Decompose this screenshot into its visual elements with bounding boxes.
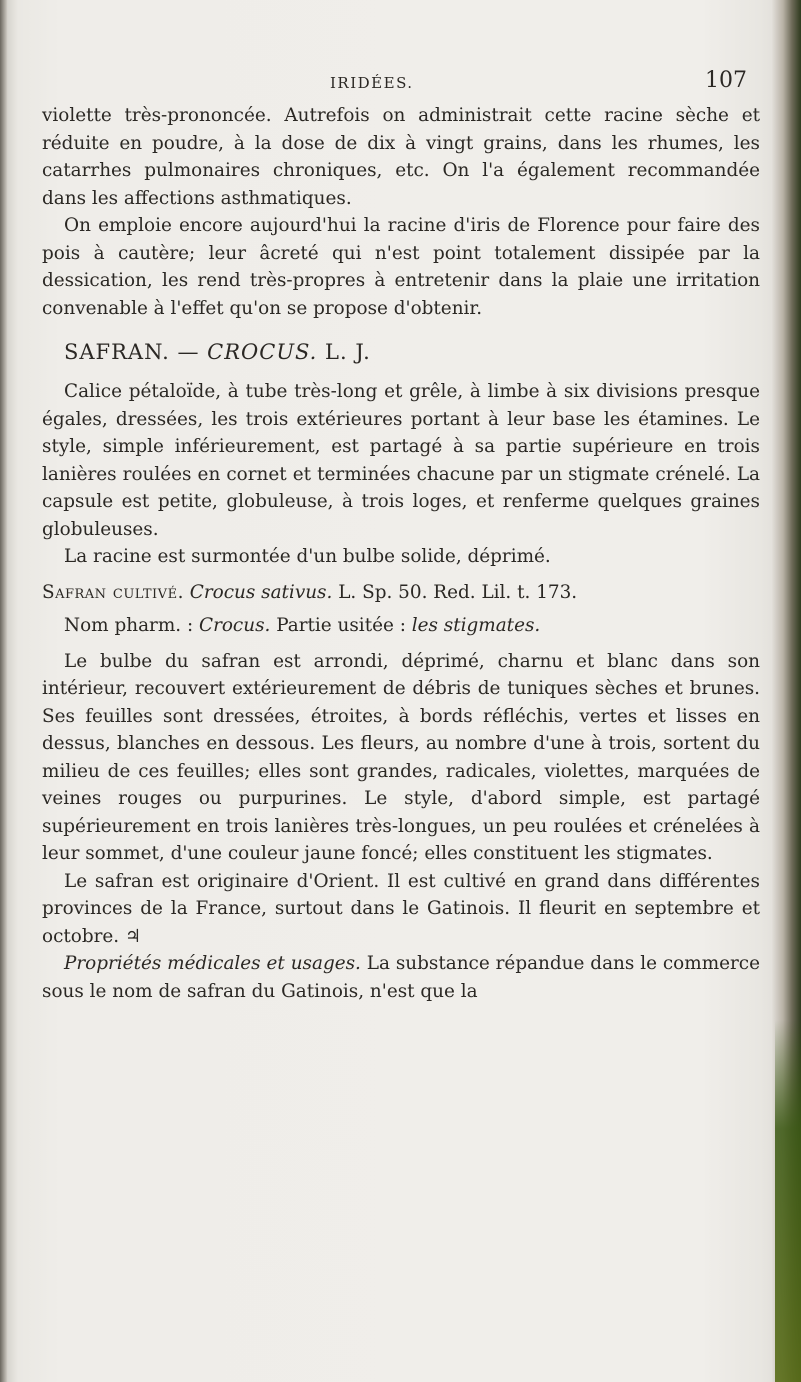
paragraph-iris-florence: On emploie encore aujourd'hui la racine d'iris de Florence pour faire des pois à cautère; leur âcreté qui n'est point totalement dissipée par la dessication, les rend très-propres à entretenir dans la plaie une irritation convenable à l'effet qu'on se propose d'obtenir. bbox=[42, 215, 760, 319]
nom-latin: Crocus. bbox=[199, 615, 271, 636]
paragraph-crocus-root: La racine est surmontée d'un bulbe solide, déprimé. bbox=[64, 546, 551, 567]
page-number: 107 bbox=[705, 68, 747, 93]
running-title: IRIDÉES. bbox=[330, 74, 414, 92]
cultivated-label: Safran cultivé. bbox=[42, 581, 184, 603]
paragraph-saffron-origin bbox=[42, 868, 760, 951]
page-left-edge bbox=[0, 0, 8, 1382]
pharmaceutical-name bbox=[42, 612, 760, 640]
page-header bbox=[42, 68, 760, 102]
medical-uses-label: Propriétés médicales et usages. bbox=[64, 953, 361, 974]
paragraph-crocus-description: Calice pétaloïde, à tube très-long et grêle, à limbe à six divisions presque égales, dressées, les trois extérieures portant à leur base les étamines. Le style, simple inférieurement, est partagé à sa partie supérieure en trois lanières roulées en cornet et terminées chacune par un stigmate crénelé. La capsule est petite, globuleuse, à trois loges, et renferme quelques graines globuleuses. bbox=[42, 381, 760, 540]
paragraph-medical-uses bbox=[42, 950, 760, 1005]
section-latin-name: CROCUS. bbox=[207, 340, 318, 364]
book-page bbox=[42, 68, 761, 1005]
text-line: On l'a également recommandée dans les affections asthmatiques. bbox=[42, 160, 761, 209]
perennial-symbol-icon: ♃ bbox=[125, 925, 142, 947]
nom-middle: Partie usitée : bbox=[270, 615, 412, 636]
nom-part: les stigmates. bbox=[411, 615, 541, 636]
book-cover-edge bbox=[775, 1020, 801, 1382]
cultivated-saffron-heading bbox=[42, 579, 760, 607]
cultivated-reference: L. Sp. 50. Red. Lil. t. 173. bbox=[338, 581, 578, 603]
section-dash: — bbox=[169, 340, 208, 364]
text-line: sèche et réduite en poudre, à la dose de dix à vingt grains, bbox=[42, 105, 760, 154]
text-line: violette très-prononcée. Autrefois on administrait cette racine bbox=[42, 105, 663, 126]
medical-uses-text: La substance répandue dans le commerce sous le nom de safran du Gatinois, n'est que la bbox=[42, 953, 760, 1002]
section-heading-safran bbox=[42, 340, 760, 364]
paragraph-saffron-bulb: Le bulbe du safran est arrondi, déprimé, charnu et blanc dans son intérieur, recouvert extérieurement de débris de tuniques sèches et brunes. Ses feuilles sont dressées, étroites, à bords réfléchis, vertes et lisses en dessus, blanches en dessous. Les fleurs, au nombre d'une à trois, sortent du milieu de ces feuilles; elles sont grandes, radicales, violettes, marquées de veines rouges ou purpurines. Le style, d'abord simple, est partagé supérieurement en trois lanières très-longues, un peu roulées et crénelées à leur sommet, d'une couleur jaune foncé; elles constituent les stigmates. bbox=[42, 650, 760, 864]
origin-text: Le safran est originaire d'Orient. Il est cultivé en grand dans différentes provinces de la France, surtout dans le Gatinois. Il fleurit en septembre et octobre. bbox=[42, 870, 760, 947]
section-authority: L. J. bbox=[317, 340, 371, 364]
paragraph-iris-uses bbox=[42, 102, 760, 212]
section-name: SAFRAN. bbox=[64, 340, 170, 364]
nom-label: Nom pharm. : bbox=[64, 615, 199, 636]
text-line: dans les rhumes, les catarrhes pulmonaires chroniques, etc. bbox=[42, 132, 760, 181]
cultivated-latin: Crocus sativus. bbox=[189, 581, 333, 603]
